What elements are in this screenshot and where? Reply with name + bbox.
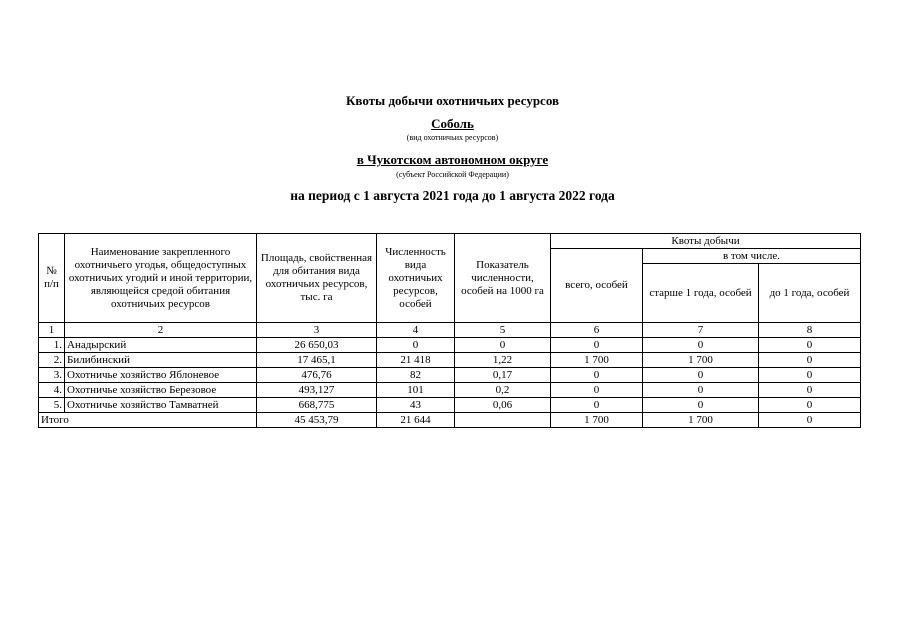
row-area: 493,127 (257, 383, 377, 398)
row-younger: 0 (759, 338, 861, 353)
row-area: 476,76 (257, 368, 377, 383)
row-name: Охотничье хозяйство Березовое (65, 383, 257, 398)
row-area: 26 650,03 (257, 338, 377, 353)
row-younger: 0 (759, 398, 861, 413)
row-density: 0,17 (455, 368, 551, 383)
row-density: 1,22 (455, 353, 551, 368)
header-quota-incl: в том числе. (643, 249, 861, 264)
row-total: 0 (551, 338, 643, 353)
total-area: 45 453,79 (257, 413, 377, 428)
row-name: Охотничье хозяйство Яблоневое (65, 368, 257, 383)
row-younger: 0 (759, 353, 861, 368)
total-row (39, 413, 861, 428)
resource-name: Соболь (431, 116, 474, 131)
header-name: Наименование закрепленного охотничьего угодья, общедоступных охотничьих угодий и иной территории, являющейся средой обитания охотничьих ресурсов (65, 234, 257, 323)
total-quota: 1 700 (551, 413, 643, 428)
row-total: 0 (551, 398, 643, 413)
row-older: 0 (643, 368, 759, 383)
header-density: Показатель численности, особей на 1000 га (455, 234, 551, 323)
period-title: на период с 1 августа 2021 года до 1 августа 2022 года (290, 188, 615, 203)
row-name: Анадырский (65, 338, 257, 353)
row-density: 0 (455, 338, 551, 353)
row-younger: 0 (759, 383, 861, 398)
header-quota-younger: до 1 года, особей (759, 264, 861, 323)
row-num: 4. (39, 383, 65, 398)
header-count: Численность вида охотничьих ресурсов, особей (377, 234, 455, 323)
row-area: 17 465,1 (257, 353, 377, 368)
row-younger: 0 (759, 368, 861, 383)
col-number: 1 (39, 323, 65, 338)
row-count: 21 418 (377, 353, 455, 368)
row-num: 3. (39, 368, 65, 383)
resource-note: (вид охотничьих ресурсов) (406, 133, 499, 142)
document-title: Квоты добычи охотничьих ресурсов (345, 93, 560, 108)
row-num: 2. (39, 353, 65, 368)
row-total: 0 (551, 368, 643, 383)
row-older: 0 (643, 383, 759, 398)
table-row (39, 368, 861, 383)
row-density: 0,06 (455, 398, 551, 413)
row-name: Билибинский (65, 353, 257, 368)
col-number: 4 (377, 323, 455, 338)
row-num: 1. (39, 338, 65, 353)
col-number: 2 (65, 323, 257, 338)
row-count: 82 (377, 368, 455, 383)
row-older: 0 (643, 398, 759, 413)
table-row (39, 398, 861, 413)
header-quota-older: старше 1 года, особей (643, 264, 759, 323)
row-count: 0 (377, 338, 455, 353)
row-count: 101 (377, 383, 455, 398)
header-area: Площадь, свойственная для обитания вида охотничьих ресурсов, тыс. га (257, 234, 377, 323)
col-number: 8 (759, 323, 861, 338)
total-younger: 0 (759, 413, 861, 428)
header-quota: Квоты добычи (551, 234, 861, 249)
row-num: 5. (39, 398, 65, 413)
header-num: № п/п (39, 234, 65, 323)
quota-table (38, 233, 861, 428)
total-density (455, 413, 551, 428)
row-older: 0 (643, 338, 759, 353)
table-row (39, 383, 861, 398)
col-number: 7 (643, 323, 759, 338)
col-number: 6 (551, 323, 643, 338)
table-row (39, 353, 861, 368)
row-density: 0,2 (455, 383, 551, 398)
total-older: 1 700 (643, 413, 759, 428)
row-total: 0 (551, 383, 643, 398)
row-name: Охотничье хозяйство Тамватней (65, 398, 257, 413)
row-area: 668,775 (257, 398, 377, 413)
row-count: 43 (377, 398, 455, 413)
region-name: в Чукотском автономном округе (356, 152, 549, 167)
row-older: 1 700 (643, 353, 759, 368)
row-total: 1 700 (551, 353, 643, 368)
region-note: (субъект Российской Федерации) (396, 170, 509, 179)
col-number: 3 (257, 323, 377, 338)
total-count: 21 644 (377, 413, 455, 428)
total-label: Итого (39, 413, 257, 428)
header-quota-total: всего, особей (551, 249, 643, 323)
col-number: 5 (455, 323, 551, 338)
column-number-row (39, 323, 861, 338)
table-row (39, 338, 861, 353)
